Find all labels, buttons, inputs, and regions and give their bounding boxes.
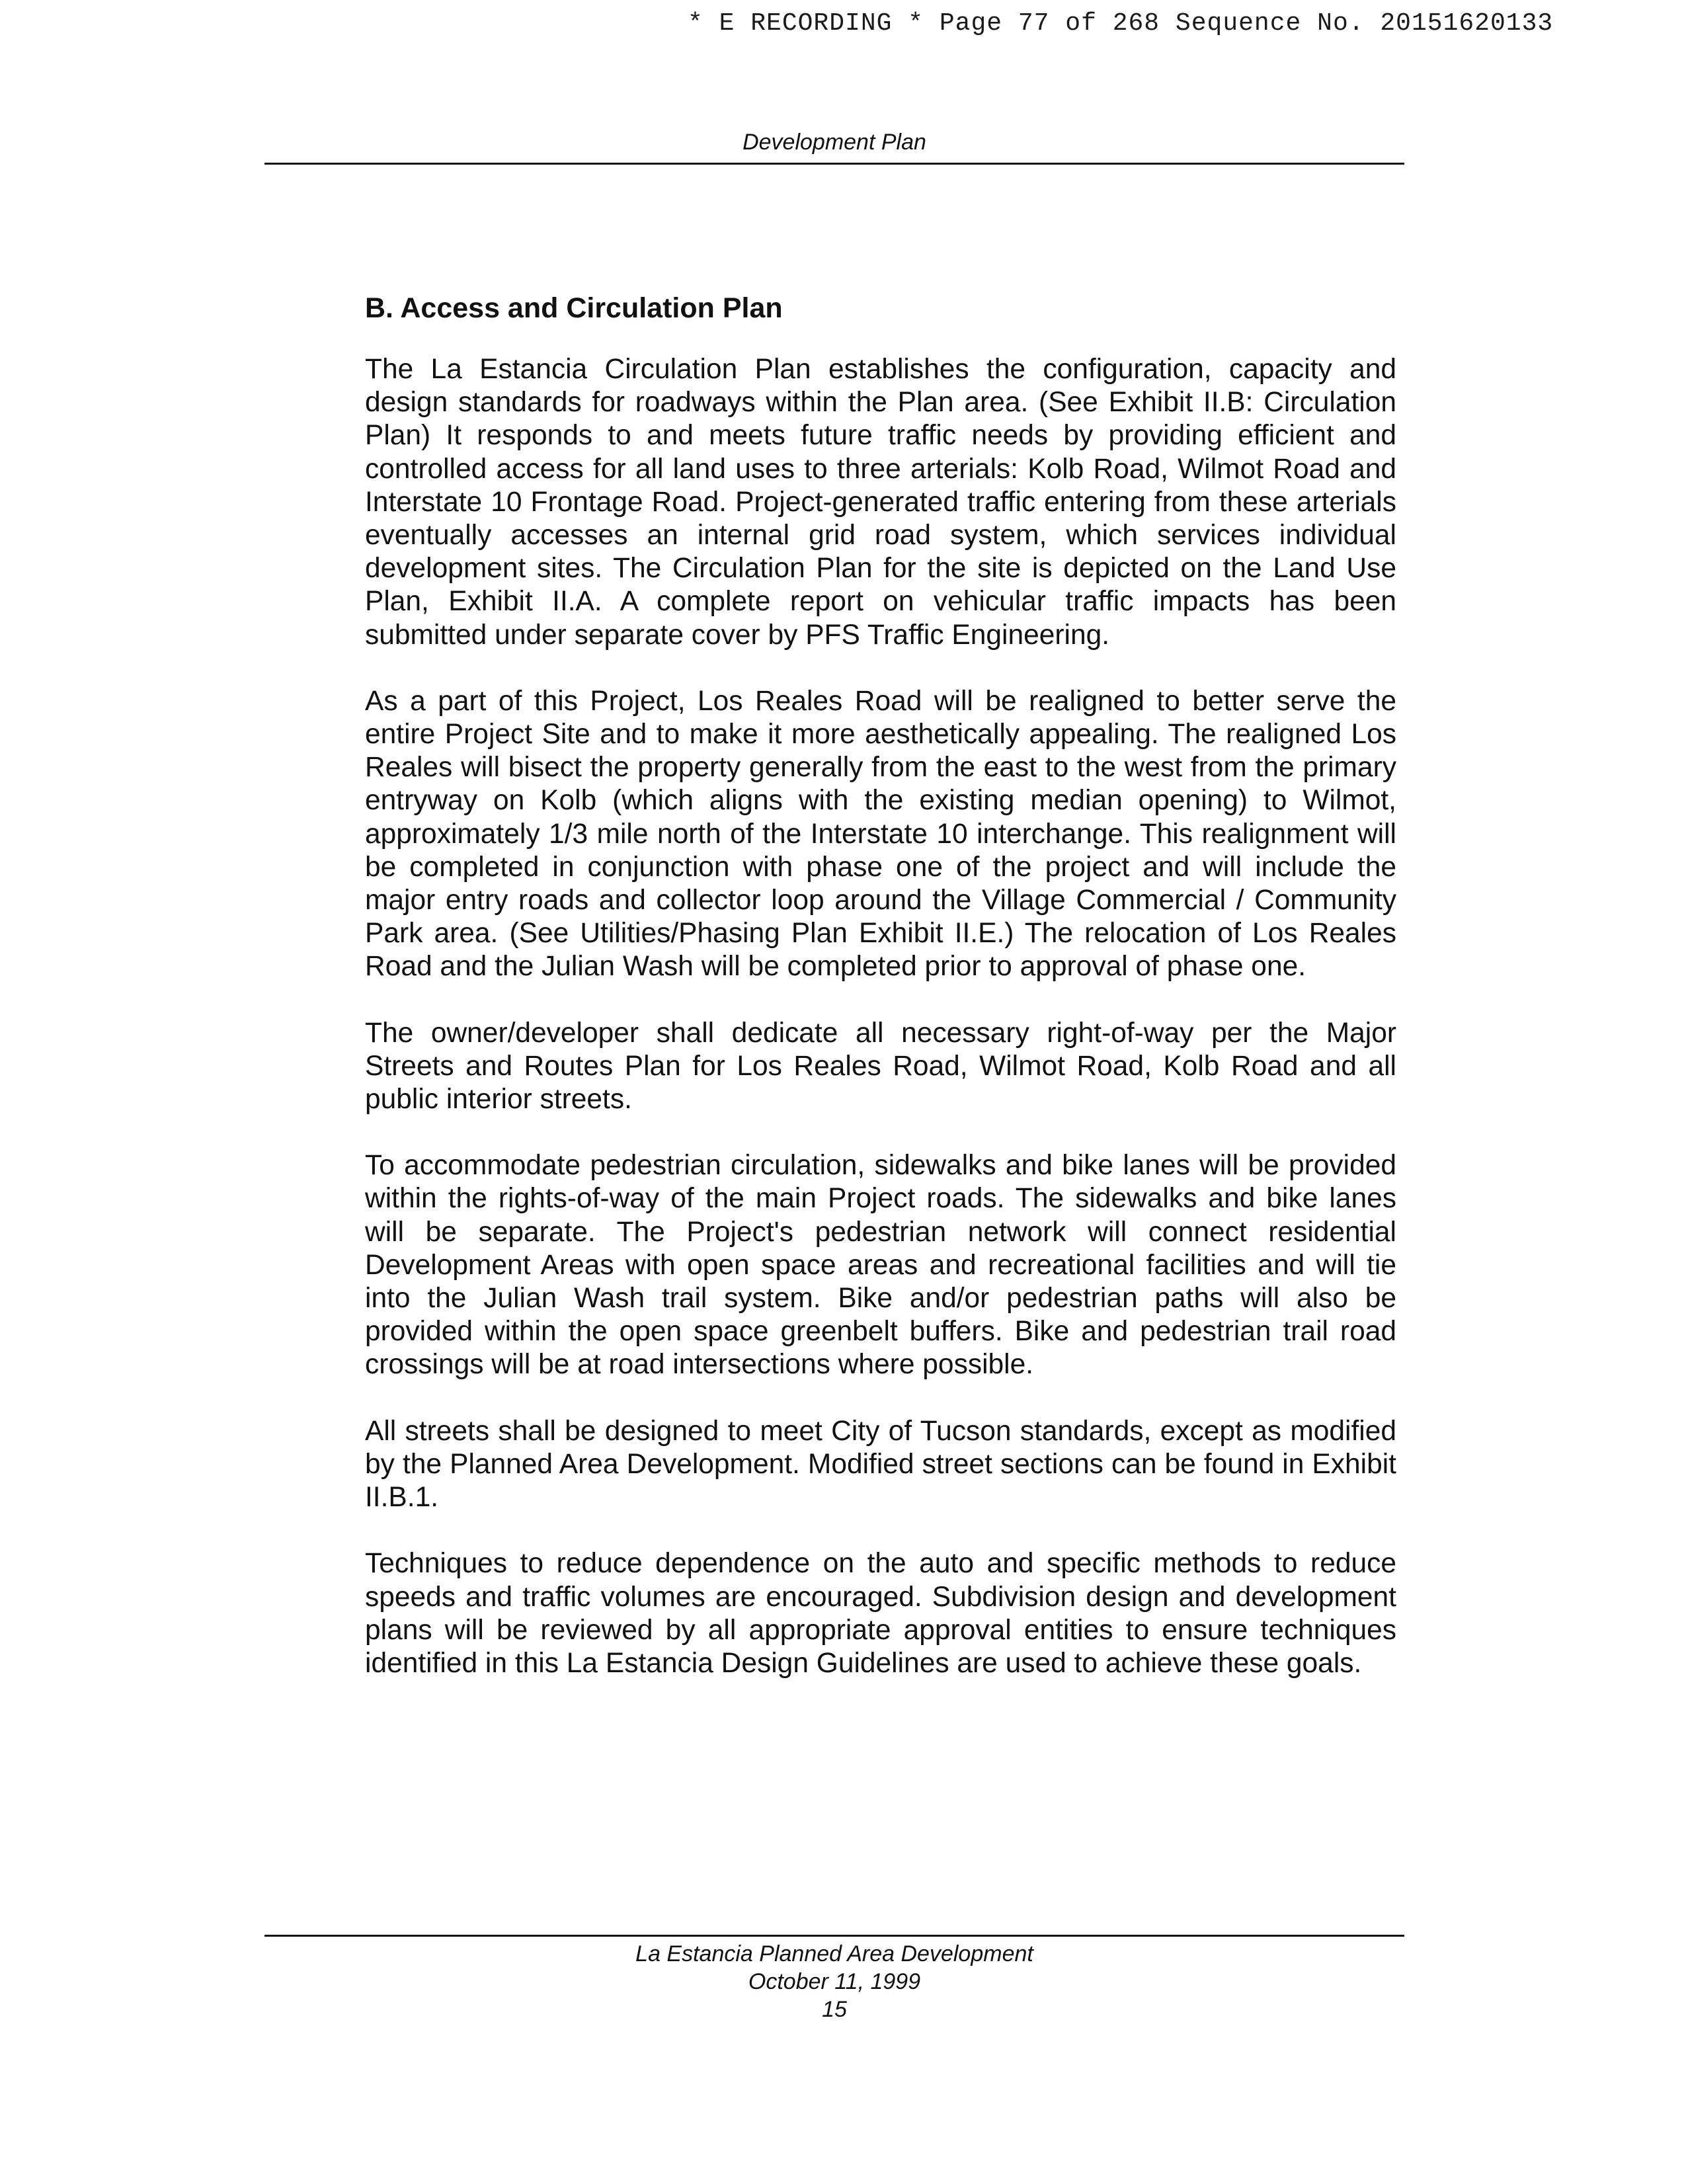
paragraph: To accommodate pedestrian circulation, sidewalks and bike lanes will be provided within the rights-of-way of the main Project roads. The sidewalks and bike lanes will be separate. The Project's pedestrian network will connect residential Development Areas with open space areas and recreational facilities and will tie into the Julian Wash trail system. Bike and/or pedestrian paths will also be provided within the open space greenbelt buffers. Bike and pedestrian trail road crossings will be at road intersections where possible. xyxy=(365,1150,1396,1381)
recording-stamp: * E RECORDING * Page 77 of 268 Sequence No. 20151620133 xyxy=(688,9,1554,38)
page-footer xyxy=(264,1940,1404,2023)
paragraph: All streets shall be designed to meet City of Tucson standards, except as modified by the Planned Area Development. Modified street sections can be found in Exhibit II.B.1. xyxy=(365,1415,1396,1514)
footer-date: October 11, 1999 xyxy=(748,1969,921,1994)
paragraph: The owner/developer shall dedicate all necessary right-of-way per the Major Streets and Routes Plan for Los Reales Road, Wilmot Road, Kolb Road and all public interior streets. xyxy=(365,1017,1396,1115)
footer-document-title: La Estancia Planned Area Development xyxy=(635,1941,1033,1966)
paragraph: The La Estancia Circulation Plan establishes the configuration, capacity and design standards for roadways within the Plan area. (See Exhibit II.B: Circulation Plan) It responds to and meets future traffic needs by providing efficient and controlled access for all land uses to three arterials: Kolb Road, Wilmot Road and Interstate 10 Frontage Road. Project-generated traffic entering from these arterials eventually accesses an internal grid road system, which services individual development sites. The Circulation Plan for the site is depicted on the Land Use Plan, Exhibit II.A. A complete report on vehicular traffic impacts has been submitted under separate cover by PFS Traffic Engineering. xyxy=(365,354,1396,651)
header-rule xyxy=(264,163,1404,165)
section-heading: B. Access and Circulation Plan xyxy=(365,292,783,324)
footer-rule xyxy=(264,1935,1404,1937)
running-header: Development Plan xyxy=(742,130,926,155)
main-content xyxy=(365,291,1396,1713)
paragraph: Techniques to reduce dependence on the auto and specific methods to reduce speeds and traffic volumes are encouraged. Subdivision design and development plans will be reviewed by all appropriate approval entities to ensure techniques identified in this La Estancia Design Guidelines are used to achieve these goals. xyxy=(365,1548,1396,1679)
page-number: 15 xyxy=(822,1997,847,2022)
paragraph: As a part of this Project, Los Reales Road will be realigned to better serve the entire Project Site and to make it more aesthetically appealing. The realigned Los Reales will bisect the property generally from the east to the west from the primary entryway on Kolb (which aligns with the existing median opening) to Wilmot, approximately 1/3 mile north of the Interstate 10 interchange. This realignment will be completed in conjunction with phase one of the project and will include the major entry roads and collector loop around the Village Commercial / Community Park area. (See Utilities/Phasing Plan Exhibit II.E.) The relocation of Los Reales Road and the Julian Wash will be completed prior to approval of phase one. xyxy=(365,685,1396,983)
